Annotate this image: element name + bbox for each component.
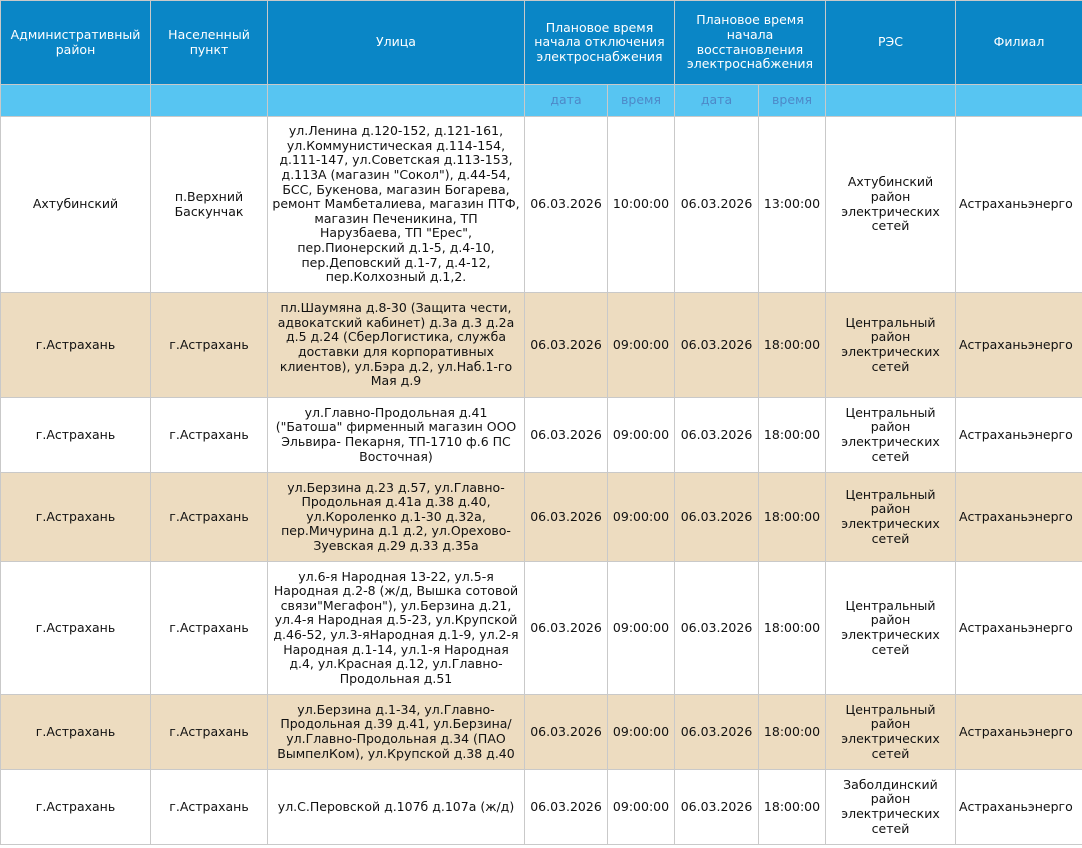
cell-district: г.Астрахань [1, 562, 151, 695]
cell-branch: Астраханьэнерго [956, 562, 1082, 695]
cell-res: Центральный район электрических сетей [826, 293, 956, 398]
header-settlement: Населенный пункт [151, 1, 268, 85]
cell-branch: Астраханьэнерго [956, 695, 1082, 770]
header-row [1, 1, 1082, 85]
cell-district: г.Астрахань [1, 770, 151, 845]
cell-street: пл.Шаумяна д.8-30 (Защита чести, адвокатский кабинет) д.3а д.3 д.2а д.5 д.24 (СберЛогистика, служба доставки для корпоративных клиентов), ул.Бэра д.2, ул.Наб.1-го Мая д.9 [268, 293, 525, 398]
cell-off-date: 06.03.2026 [525, 117, 608, 293]
cell-district: г.Астрахань [1, 695, 151, 770]
cell-settlement: г.Астрахань [151, 695, 268, 770]
cell-off-time: 09:00:00 [608, 695, 675, 770]
cell-settlement: г.Астрахань [151, 562, 268, 695]
cell-on-time: 18:00:00 [759, 473, 826, 562]
cell-on-time: 13:00:00 [759, 117, 826, 293]
table-row [1, 117, 1082, 293]
cell-on-time: 18:00:00 [759, 695, 826, 770]
header-street: Улица [268, 1, 525, 85]
header-district: Административный район [1, 1, 151, 85]
header-restore-time: Плановое время начала восстановления электроснабжения [675, 1, 826, 85]
cell-street: ул.Ленина д.120-152, д.121-161, ул.Коммунистическая д.114-154, д.111-147, ул.Советская д.113-153, д.113А (магазин "Сокол"), д.44-54, БСС, Букенова, магазин Богарева, ремонт Мамбеталиева, магазин ПТФ, магазин Печеникина, ТП Нарузбаева, ТП "Ерес", пер.Пионерский д.1-5, д.4-10, пер.Деповский д.1-7, д.4-12, пер.Колхозный д.1,2. [268, 117, 525, 293]
cell-street: ул.Берзина д.1-34, ул.Главно-Продольная д.39 д.41, ул.Берзина/ ул.Главно-Продольная д.34 (ПАО ВымпелКом), ул.Крупской д.38 д.40 [268, 695, 525, 770]
cell-res: Центральный район электрических сетей [826, 562, 956, 695]
cell-res: Ахтубинский район электрических сетей [826, 117, 956, 293]
cell-on-date: 06.03.2026 [675, 770, 759, 845]
cell-street: ул.Берзина д.23 д.57, ул.Главно-Продольная д.41а д.38 д.40, ул.Короленко д.1-30 д.32а, пер.Мичурина д.1 д.2, ул.Орехово-Зуевская д.29 д.33 д.35а [268, 473, 525, 562]
subheader-on-time: время [759, 85, 826, 117]
cell-street: ул.С.Перовской д.107б д.107а (ж/д) [268, 770, 525, 845]
cell-on-time: 18:00:00 [759, 562, 826, 695]
cell-res: Центральный район электрических сетей [826, 473, 956, 562]
cell-street: ул.6-я Народная 13-22, ул.5-я Народная д.2-8 (ж/д, Вышка сотовой связи"Мегафон"), ул.Берзина д.21, ул.4-я Народная д.5-23, ул.Крупской д.46-52, ул.3-яНародная д.1-9, ул.2-я Народная д.1-14, ул.1-я Народная д.4, ул.Красная д.12, ул.Главно-Продольная д.51 [268, 562, 525, 695]
table-row [1, 398, 1082, 473]
cell-on-date: 06.03.2026 [675, 398, 759, 473]
cell-street: ул.Главно-Продольная д.41 ("Батоша" фирменный магазин ООО Эльвира- Пекарня, ТП-1710 ф.6 ПС Восточная) [268, 398, 525, 473]
header-res: РЭС [826, 1, 956, 85]
subheader-empty [1, 85, 151, 117]
cell-settlement: г.Астрахань [151, 770, 268, 845]
subheader-empty [956, 85, 1082, 117]
cell-off-date: 06.03.2026 [525, 562, 608, 695]
cell-on-time: 18:00:00 [759, 770, 826, 845]
cell-branch: Астраханьэнерго [956, 398, 1082, 473]
table-row [1, 770, 1082, 845]
cell-off-date: 06.03.2026 [525, 770, 608, 845]
cell-off-time: 09:00:00 [608, 293, 675, 398]
subheader-off-time: время [608, 85, 675, 117]
cell-res: Центральный район электрических сетей [826, 695, 956, 770]
cell-off-date: 06.03.2026 [525, 473, 608, 562]
cell-settlement: г.Астрахань [151, 293, 268, 398]
cell-off-time: 09:00:00 [608, 770, 675, 845]
cell-district: г.Астрахань [1, 473, 151, 562]
cell-res: Центральный район электрических сетей [826, 398, 956, 473]
cell-branch: Астраханьэнерго [956, 473, 1082, 562]
cell-res: Заболдинский район электрических сетей [826, 770, 956, 845]
cell-branch: Астраханьэнерго [956, 117, 1082, 293]
subheader-empty [151, 85, 268, 117]
subheader-empty [826, 85, 956, 117]
cell-off-date: 06.03.2026 [525, 695, 608, 770]
header-branch: Филиал [956, 1, 1082, 85]
table-row [1, 293, 1082, 398]
cell-on-date: 06.03.2026 [675, 473, 759, 562]
cell-district: г.Астрахань [1, 293, 151, 398]
table-row [1, 562, 1082, 695]
cell-on-time: 18:00:00 [759, 293, 826, 398]
header-off-time: Плановое время начала отключения электроснабжения [525, 1, 675, 85]
table-row [1, 473, 1082, 562]
cell-branch: Астраханьэнерго [956, 293, 1082, 398]
cell-settlement: г.Астрахань [151, 398, 268, 473]
cell-branch: Астраханьэнерго [956, 770, 1082, 845]
cell-district: Ахтубинский [1, 117, 151, 293]
cell-off-date: 06.03.2026 [525, 398, 608, 473]
subheader-off-date: дата [525, 85, 608, 117]
table-row [1, 695, 1082, 770]
cell-off-time: 10:00:00 [608, 117, 675, 293]
cell-settlement: г.Астрахань [151, 473, 268, 562]
cell-off-time: 09:00:00 [608, 398, 675, 473]
cell-on-date: 06.03.2026 [675, 695, 759, 770]
cell-on-date: 06.03.2026 [675, 293, 759, 398]
cell-on-time: 18:00:00 [759, 398, 826, 473]
cell-district: г.Астрахань [1, 398, 151, 473]
cell-on-date: 06.03.2026 [675, 562, 759, 695]
subheader-empty [268, 85, 525, 117]
cell-off-date: 06.03.2026 [525, 293, 608, 398]
subheader-row [1, 85, 1082, 117]
cell-on-date: 06.03.2026 [675, 117, 759, 293]
cell-settlement: п.Верхний Баскунчак [151, 117, 268, 293]
subheader-on-date: дата [675, 85, 759, 117]
cell-off-time: 09:00:00 [608, 473, 675, 562]
cell-off-time: 09:00:00 [608, 562, 675, 695]
